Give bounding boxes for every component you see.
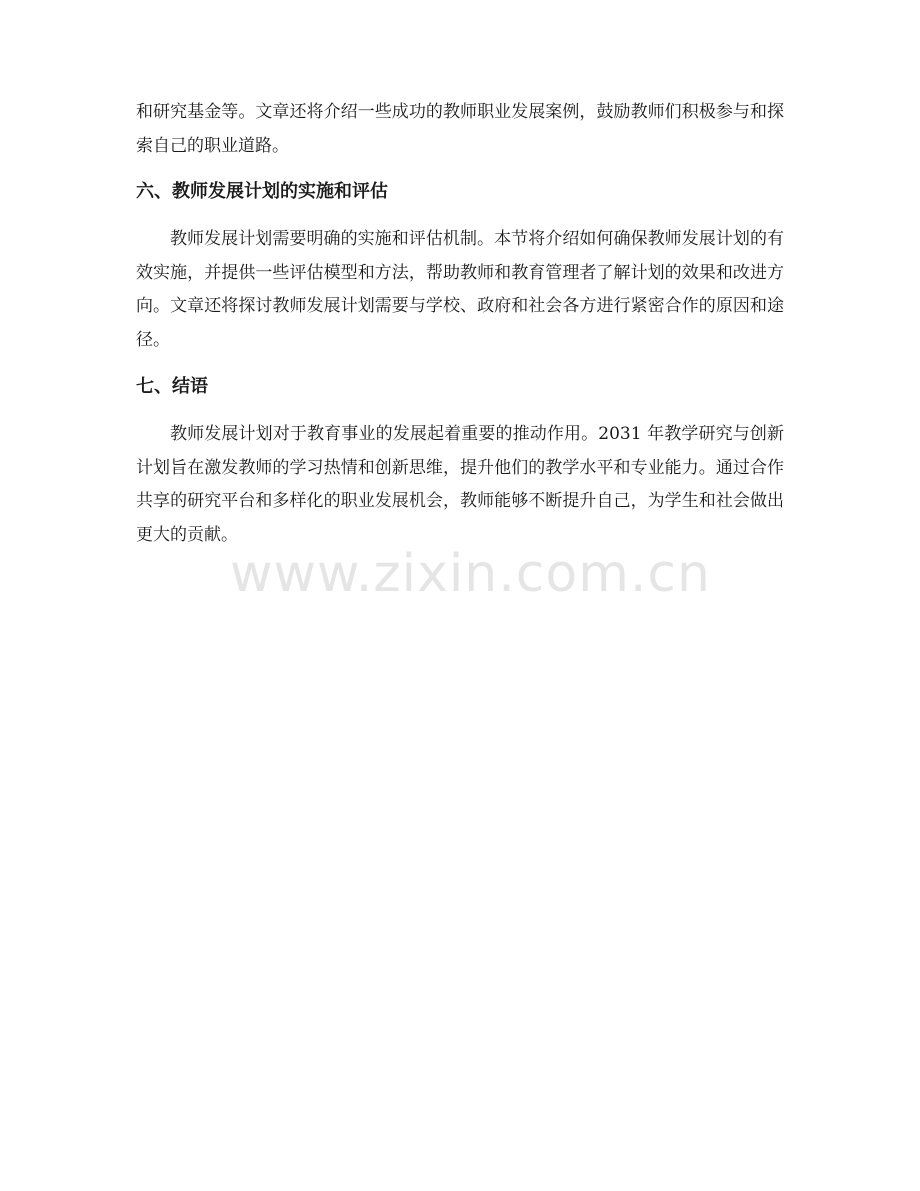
continued-paragraph: 和研究基金等。文章还将介绍一些成功的教师职业发展案例，鼓励教师们积极参与和探索自己的职业道路。 bbox=[136, 102, 784, 156]
section-7-body: 教师发展计划对于教育事业的发展起着重要的推动作用。2031 年教学研究与创新计划旨在激发教师的学习热情和创新思维，提升他们的教学水平和专业能力。通过合作共享的研究平台和多样化的职业发展机会，教师能够不断提升自己，为学生和社会做出更大的贡献。 bbox=[136, 424, 784, 545]
section-6-heading: 六、教师发展计划的实施和评估 bbox=[136, 181, 388, 202]
section-7-heading: 七、结语 bbox=[136, 376, 208, 397]
document-page bbox=[136, 96, 784, 552]
section-6-body: 教师发展计划需要明确的实施和评估机制。本节将介绍如何确保教师发展计划的有效实施，并提供一些评估模型和方法，帮助教师和教育管理者了解计划的效果和改进方向。文章还将探讨教师发展计划需要与学校、政府和社会各方进行紧密合作的原因和途径。 bbox=[136, 229, 784, 350]
watermark: www.zixin.com.cn bbox=[230, 544, 711, 604]
